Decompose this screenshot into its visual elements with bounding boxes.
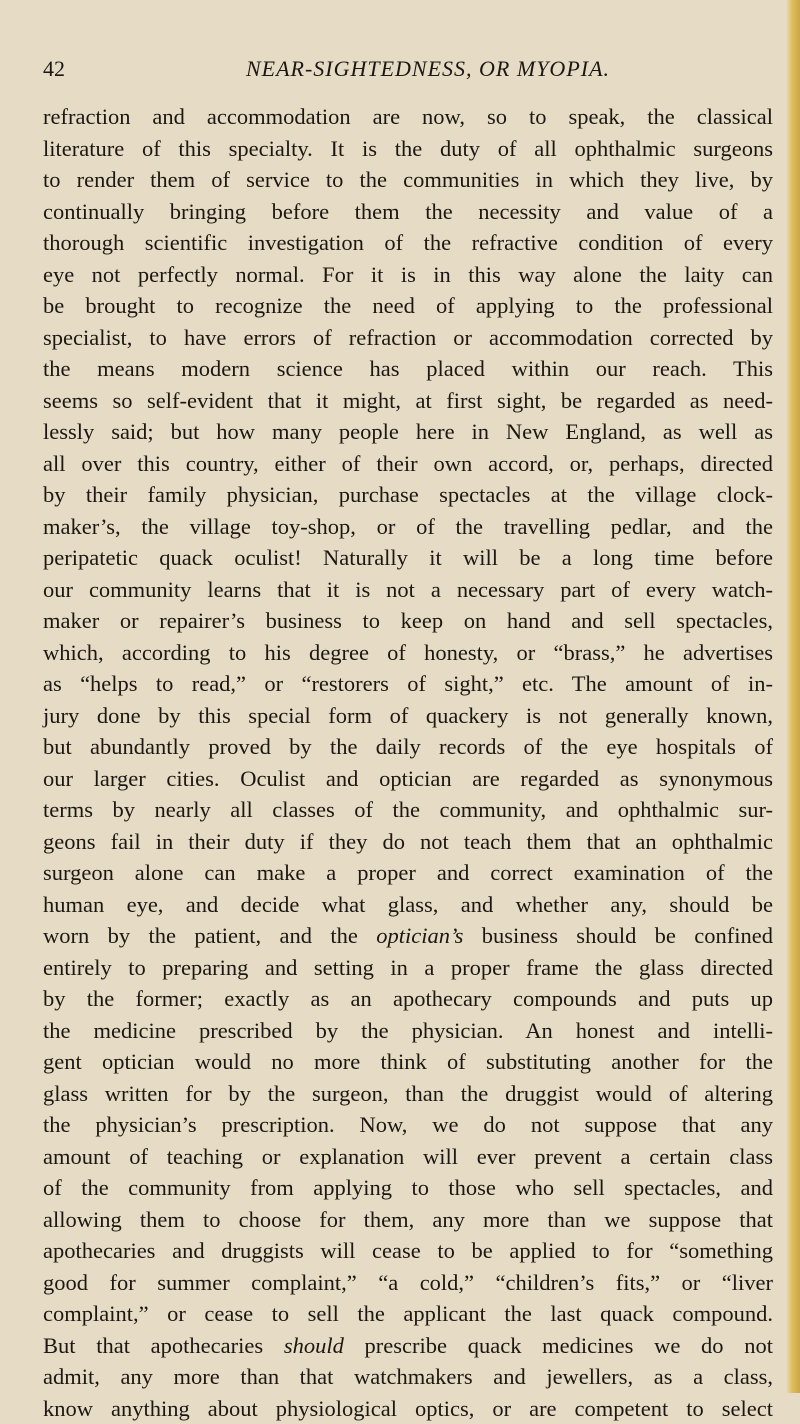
text-line	[43, 983, 773, 1015]
text-line	[43, 448, 773, 480]
line-text: our community learns that it is not a necessary part of every watch-	[43, 577, 773, 602]
line-text: seems so self-evident that it might, at first sight, be regarded as need-	[43, 388, 773, 413]
line-text: amount of teaching or explanation will ever prevent a certain class	[43, 1144, 773, 1169]
page-header	[43, 56, 773, 88]
text-line	[43, 1298, 773, 1330]
line-text: maker’s, the village toy-shop, or of the travelling pedlar, and the	[43, 514, 773, 539]
text-line	[43, 1172, 773, 1204]
line-text: to render them of service to the communities in which they live, by	[43, 167, 773, 192]
line-text: peripatetic quack oculist! Naturally it will be a long time before	[43, 545, 773, 570]
text-line	[43, 574, 773, 606]
line-text: refraction and accommodation are now, so to speak, the classical	[43, 104, 773, 129]
text-line	[43, 133, 773, 165]
running-head: NEAR-SIGHTEDNESS, OR MYOPIA.	[208, 56, 648, 82]
line-text: the medicine prescribed by the physician. An honest and intelli-	[43, 1018, 773, 1043]
line-text: specialist, to have errors of refraction or accommodation corrected by	[43, 325, 773, 350]
line-text: lessly said; but how many people here in New England, as well as	[43, 419, 773, 444]
text-line	[43, 385, 773, 417]
text-line	[43, 416, 773, 448]
text-line	[43, 1267, 773, 1299]
text-line	[43, 1235, 773, 1267]
italic-text: should	[284, 1333, 344, 1358]
text-line	[43, 1046, 773, 1078]
line-text: geons fail in their duty if they do not teach them that an ophthalmic	[43, 829, 773, 854]
line-text: thorough scientific investigation of the refractive condition of every	[43, 230, 773, 255]
line-text: terms by nearly all classes of the community, and ophthalmic sur-	[43, 797, 773, 822]
line-text: allowing them to choose for them, any more than we suppose that	[43, 1207, 773, 1232]
line-text: by the former; exactly as an apothecary compounds and puts up	[43, 986, 773, 1011]
line-text: gent optician would no more think of substituting another for the	[43, 1049, 773, 1074]
text-line	[43, 479, 773, 511]
line-text: apothecaries and druggists will cease to be applied to for “something	[43, 1238, 773, 1263]
line-text: be brought to recognize the need of applying to the professional	[43, 293, 773, 318]
text-line	[43, 826, 773, 858]
text-line	[43, 1393, 773, 1424]
text-line	[43, 920, 773, 952]
text-line	[43, 196, 773, 228]
text-line	[43, 857, 773, 889]
line-text: entirely to preparing and setting in a proper frame the glass directed	[43, 955, 773, 980]
text-line	[43, 511, 773, 543]
line-text: But that apothecaries	[43, 1333, 284, 1358]
text-line	[43, 763, 773, 795]
line-text: continually bringing before them the necessity and value of a	[43, 199, 773, 224]
text-line	[43, 1109, 773, 1141]
line-text: the means modern science has placed within our reach. This	[43, 356, 773, 381]
text-line	[43, 1361, 773, 1393]
line-text: as “helps to read,” or “restorers of sight,” etc. The amount of in-	[43, 671, 773, 696]
line-text: worn by the patient, and the	[43, 923, 376, 948]
line-text: the physician’s prescription. Now, we do not suppose that any	[43, 1112, 773, 1137]
line-text: business should be confined	[463, 923, 773, 948]
line-text: all over this country, either of their own accord, or, perhaps, directed	[43, 451, 773, 476]
text-line	[43, 605, 773, 637]
line-text: prescribe quack medicines we do not	[344, 1333, 773, 1358]
line-text: our larger cities. Oculist and optician are regarded as synonymous	[43, 766, 773, 791]
text-line	[43, 164, 773, 196]
italic-text: optician’s	[376, 923, 463, 948]
text-line	[43, 101, 773, 133]
text-line	[43, 668, 773, 700]
text-line	[43, 731, 773, 763]
line-text: complaint,” or cease to sell the applicant the last quack compound.	[43, 1301, 773, 1326]
text-line	[43, 259, 773, 291]
line-text: jury done by this special form of quackery is not generally known,	[43, 703, 773, 728]
text-line	[43, 1330, 773, 1362]
line-text: which, according to his degree of honesty, or “brass,” he advertises	[43, 640, 773, 665]
text-line	[43, 542, 773, 574]
body-text	[43, 101, 773, 1424]
text-line	[43, 952, 773, 984]
text-line	[43, 1204, 773, 1236]
text-line	[43, 794, 773, 826]
line-text: eye not perfectly normal. For it is in this way alone the laity can	[43, 262, 773, 287]
line-text: admit, any more than that watchmakers and jewellers, as a class,	[43, 1364, 773, 1389]
text-line	[43, 700, 773, 732]
page-edge	[786, 0, 800, 1393]
line-text: know anything about physiological optics, or are competent to select	[43, 1396, 773, 1421]
text-line	[43, 322, 773, 354]
text-line	[43, 1078, 773, 1110]
line-text: good for summer complaint,” “a cold,” “children’s fits,” or “liver	[43, 1270, 773, 1295]
line-text: of the community from applying to those who sell spectacles, and	[43, 1175, 773, 1200]
line-text: maker or repairer’s business to keep on hand and sell spectacles,	[43, 608, 773, 633]
text-line	[43, 1141, 773, 1173]
text-line	[43, 290, 773, 322]
line-text: by their family physician, purchase spectacles at the village clock-	[43, 482, 773, 507]
page-number: 42	[43, 56, 65, 82]
line-text: surgeon alone can make a proper and correct examination of the	[43, 860, 773, 885]
text-line	[43, 1015, 773, 1047]
line-text: but abundantly proved by the daily records of the eye hospitals of	[43, 734, 773, 759]
text-line	[43, 889, 773, 921]
text-line	[43, 353, 773, 385]
text-line	[43, 637, 773, 669]
line-text: human eye, and decide what glass, and whether any, should be	[43, 892, 773, 917]
line-text: glass written for by the surgeon, than the druggist would of altering	[43, 1081, 773, 1106]
line-text: literature of this specialty. It is the duty of all ophthalmic surgeons	[43, 136, 773, 161]
text-line	[43, 227, 773, 259]
